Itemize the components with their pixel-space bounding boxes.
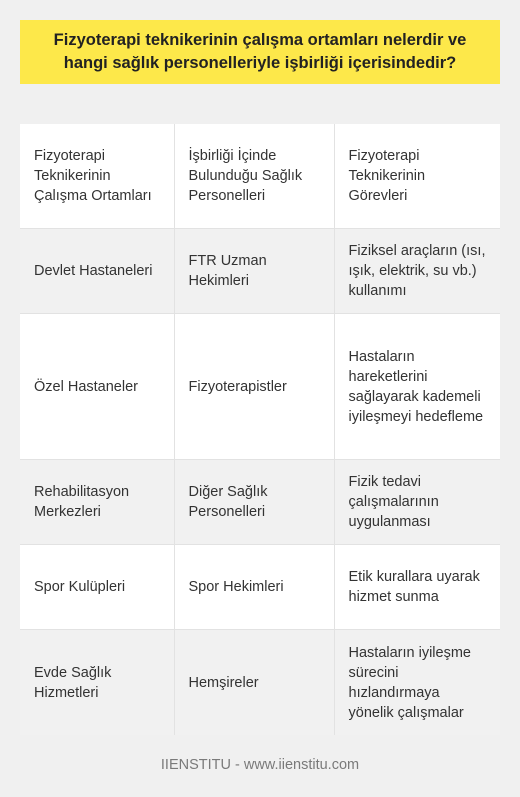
table-cell: Rehabilitasyon Merkezleri <box>20 460 174 545</box>
table-cell: Hastaların iyileşme sürecini hızlandırmaya yönelik çalışmalar <box>334 630 500 736</box>
title-banner <box>20 20 500 84</box>
table-cell: Etik kurallara uyarak hizmet sunma <box>334 545 500 630</box>
header-cell-work-environments: Fizyoterapi Teknikerinin Çalışma Ortamları <box>20 124 174 229</box>
table-cell: Fiziksel araçların (ısı, ışık, elektrik, su vb.) kullanımı <box>334 229 500 314</box>
table-cell: Devlet Hastaneleri <box>20 229 174 314</box>
table-row <box>20 229 500 314</box>
table-cell: Fizyoterapistler <box>174 314 334 460</box>
table-row <box>20 460 500 545</box>
page-title: Fizyoterapi teknikerinin çalışma ortamları nelerdir ve hangi sağlık personelleriyle işbirliği içerisindedir? <box>53 31 467 72</box>
table-cell: Fizik tedavi çalışmalarının uygulanması <box>334 460 500 545</box>
table-cell: Hastaların hareketlerini sağlayarak kademeli iyileşmeyi hedefleme <box>334 314 500 460</box>
info-table <box>20 124 500 735</box>
table-cell: Diğer Sağlık Personelleri <box>174 460 334 545</box>
table-cell: Spor Hekimleri <box>174 545 334 630</box>
table-row <box>20 314 500 460</box>
footer-source: IIENSTITU - www.iienstitu.com <box>160 757 360 773</box>
table-cell: Spor Kulüpleri <box>20 545 174 630</box>
header-cell-collaborating-staff: İşbirliği İçinde Bulunduğu Sağlık Personelleri <box>174 124 334 229</box>
table-cell: FTR Uzman Hekimleri <box>174 229 334 314</box>
table-cell: Özel Hastaneler <box>20 314 174 460</box>
info-table-container <box>20 124 500 735</box>
table-cell: Evde Sağlık Hizmetleri <box>20 630 174 736</box>
table-cell: Hemşireler <box>174 630 334 736</box>
table-row <box>20 630 500 736</box>
table-row <box>20 545 500 630</box>
header-cell-duties: Fizyoterapi Teknikerinin Görevleri <box>334 124 500 229</box>
table-header-row <box>20 124 500 229</box>
